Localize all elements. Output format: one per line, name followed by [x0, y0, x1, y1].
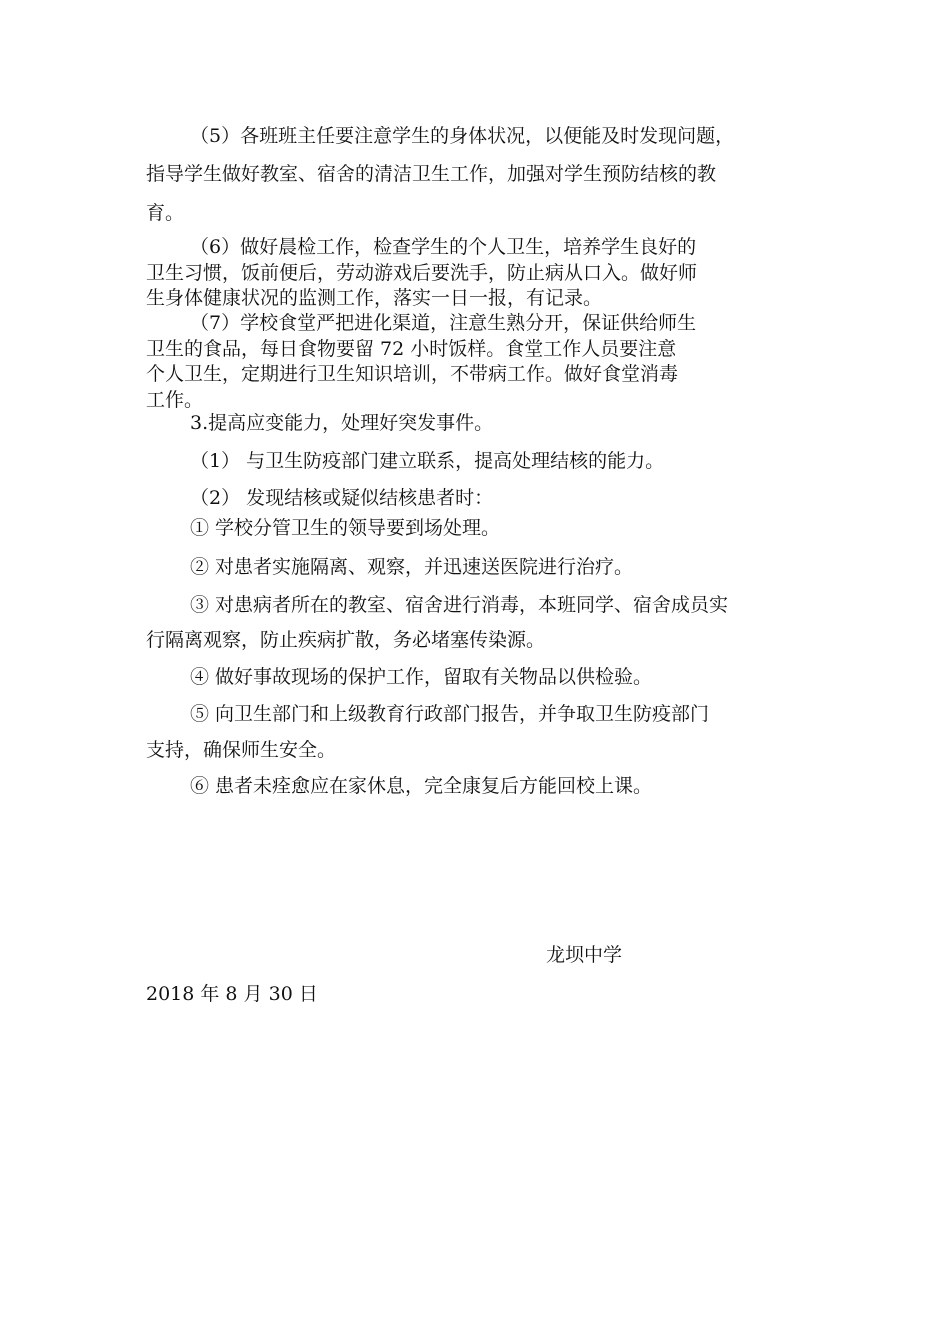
- list-item: （1） 与卫生防疫部门建立联系，提高处理结核的能力。: [190, 450, 665, 472]
- list-item: ② 对患者实施隔离、观察，并迅速送医院进行治疗。: [190, 556, 634, 578]
- list-item: ④ 做好事故现场的保护工作，留取有关物品以供检验。: [190, 666, 653, 688]
- paragraph-line: （7）学校食堂严把进化渠道，注意生熟分开，保证供给师生: [190, 312, 697, 334]
- paragraph-line: 支持，确保师生安全。: [146, 739, 337, 761]
- paragraph-line: 个人卫生，定期进行卫生知识培训，不带病工作。做好食堂消毒: [146, 363, 679, 385]
- list-item: ① 学校分管卫生的领导要到场处理。: [190, 517, 501, 539]
- list-item: ⑥ 患者未痊愈应在家休息，完全康复后方能回校上课。: [190, 775, 653, 797]
- paragraph-line: （5）各班班主任要注意学生的身体状况，以便能及时发现问题，: [190, 125, 735, 147]
- paragraph-line: 卫生习惯，饭前便后，劳动游戏后要洗手，防止病从口入。做好师: [146, 262, 698, 284]
- paragraph-line: 生身体健康状况的监测工作，落实一日一报，有记录。: [146, 287, 603, 309]
- paragraph-line: 卫生的食品，每日食物要留 72 小时饭样。食堂工作人员要注意: [146, 338, 677, 360]
- section-heading: 3.提高应变能力，处理好突发事件。: [190, 412, 494, 434]
- signature: 龙坝中学: [546, 944, 623, 966]
- list-item: ③ 对患病者所在的教室、宿舍进行消毒，本班同学、宿舍成员实: [190, 594, 729, 616]
- paragraph-line: （6）做好晨检工作，检查学生的个人卫生，培养学生良好的: [190, 236, 697, 258]
- list-item: （2） 发现结核或疑似结核患者时：: [190, 487, 494, 509]
- paragraph-line: 指导学生做好教室、宿舍的清洁卫生工作，加强对学生预防结核的教: [146, 163, 717, 185]
- paragraph-line: 育。: [146, 202, 185, 224]
- paragraph-line: 工作。: [146, 389, 204, 411]
- document-date: 2018 年 8 月 30 日: [146, 983, 318, 1005]
- paragraph-line: 行隔离观察，防止疾病扩散，务必堵塞传染源。: [146, 629, 546, 651]
- list-item: ⑤ 向卫生部门和上级教育行政部门报告，并争取卫生防疫部门: [190, 703, 710, 725]
